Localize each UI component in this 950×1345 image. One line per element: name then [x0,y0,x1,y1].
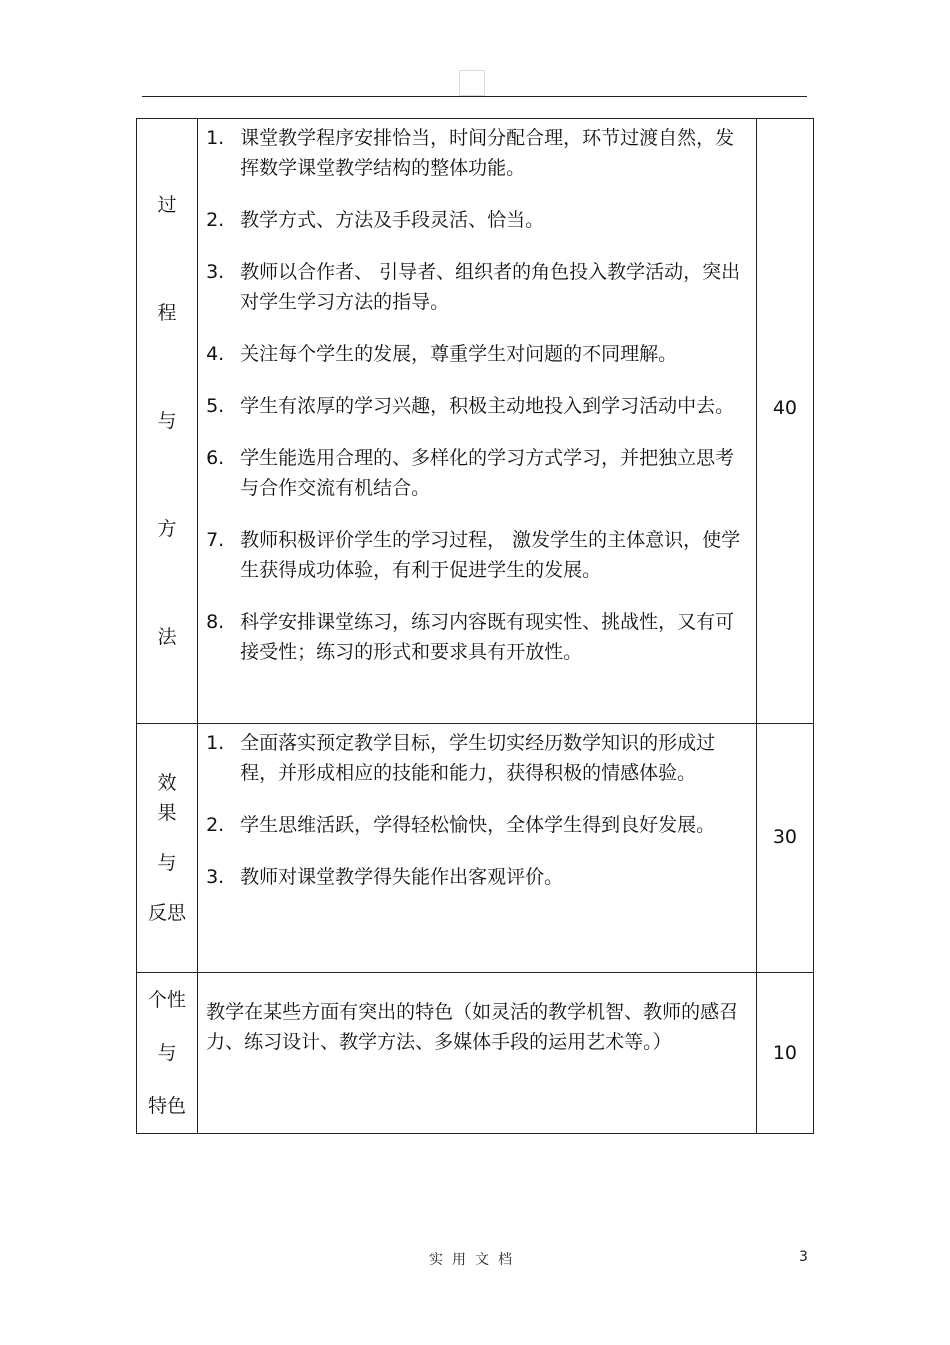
criterion-item [206,443,742,503]
criterion-item [206,339,742,369]
score-cell: 30 [756,724,813,973]
category-char: 法 [157,626,177,648]
category-cell [137,973,198,1134]
item-number: 8. [206,611,225,633]
item-number: 7. [206,529,225,551]
criterion-item [206,257,742,317]
item-number: 1. [206,127,225,149]
criterion-item [206,607,742,667]
score-cell: 10 [756,973,813,1134]
item-number: 1. [206,732,225,754]
score-cell: 40 [756,119,813,724]
category-char: 反思 [148,902,187,924]
category-cell [137,724,198,973]
evaluation-table [136,118,814,1134]
header-placeholder-box [459,70,485,96]
criterion-item [206,391,742,421]
item-number: 2. [206,814,225,836]
category-char: 与 [157,852,177,874]
item-number: 2. [206,209,225,231]
category-char: 个性 [148,989,187,1011]
item-text: 学生能选用合理的、多样化的学习方式学习，并把独立思考与合作交流有机结合。 [240,447,735,499]
category-char: 与 [157,1042,177,1064]
criterion-item [206,862,742,892]
category-char: 与 [157,410,177,432]
item-text: 学生有浓厚的学习兴趣，积极主动地投入到学习活动中去。 [240,395,735,417]
item-text: 科学安排课堂练习，练习内容既有现实性、挑战性，又有可接受性；练习的形式和要求具有开放性。 [240,611,735,663]
item-number: 4. [206,343,225,365]
criterion-item [206,810,742,840]
item-text: 课堂教学程序安排恰当，时间分配合理，环节过渡自然，发挥数学课堂教学结构的整体功能。 [240,127,735,179]
header-rule [142,96,807,97]
item-text: 学生思维活跃，学得轻松愉快，全体学生得到良好发展。 [240,814,716,836]
category-char: 程 [157,302,177,324]
category-char: 效 [157,772,177,794]
criteria-cell [198,724,757,973]
item-text: 教师以合作者、 引导者、组织者的角色投入教学活动，突出对学生学习方法的指导。 [240,261,741,313]
criterion-item [206,205,742,235]
table-row [137,973,814,1134]
criterion-item [206,123,742,183]
item-number: 3. [206,866,225,888]
category-char: 特色 [148,1095,187,1117]
category-char: 果 [157,802,177,824]
category-cell [137,119,198,724]
item-number: 6. [206,447,225,469]
category-char: 方 [157,518,177,540]
criterion-item [206,525,742,585]
category-char: 过 [157,194,177,216]
criterion-item [206,728,742,788]
footer-label: 实用文档 [429,1252,521,1268]
criterion-text: 教学在某些方面有突出的特色（如灵活的教学机智、教师的感召力、练习设计、教学方法、多媒体手段的运用艺术等。） [206,1001,739,1053]
item-text: 全面落实预定教学目标，学生切实经历数学知识的形成过程，并形成相应的技能和能力，获得积极的情感体验。 [240,732,716,784]
criteria-cell [198,973,757,1134]
criteria-cell [198,119,757,724]
item-text: 教学方式、方法及手段灵活、恰当。 [240,209,545,231]
table-row [137,724,814,973]
page-number: 3 [799,1249,808,1265]
item-number: 3. [206,261,225,283]
item-text: 教师积极评价学生的学习过程， 激发学生的主体意识，使学生获得成功体验，有利于促进学生的发展。 [240,529,741,581]
table-row [137,119,814,724]
item-text: 教师对课堂教学得失能作出客观评价。 [240,866,564,888]
item-number: 5. [206,395,225,417]
item-text: 关注每个学生的发展，尊重学生对问题的不同理解。 [240,343,678,365]
